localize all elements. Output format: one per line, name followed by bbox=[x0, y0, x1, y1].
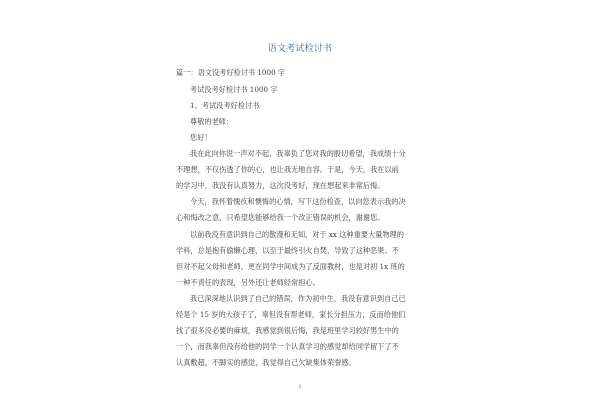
page-number: 1 bbox=[298, 384, 302, 390]
salutation: 尊敬的老师： bbox=[190, 117, 234, 126]
paragraph-1-line-2: 不理想，不仅伤透了你的心，也让我无地自容。于是，今天，我在以前 bbox=[176, 165, 399, 174]
paragraph-4-line-5: 认真敷超，不脚实的感觉，我觉得自己欠缺集体荣誉感。 bbox=[176, 358, 356, 367]
paragraph-4-line-3: 找了很多没必要的麻烦，我感觉到很后悔，我是班里学习较好男生中的 bbox=[176, 326, 399, 335]
subtitle: 考试没考好检讨书 1000 字 bbox=[190, 85, 278, 94]
paragraph-3-line-3: 但对不起父母和老师，更在同学中间成为了反面教材，也是对初 1x 班的 bbox=[176, 262, 405, 271]
paragraph-4-line-4: 一个，而我辜但没有给他的同学一个认真学习的感觉却给同学留下了不 bbox=[176, 342, 399, 351]
paragraph-1-line-3: 的学习中，我没有认真努力，这次没考好，现在想起来非常后悔。 bbox=[176, 181, 385, 190]
paragraph-3-line-2: 学科，总是抱有偷懒心理，以至于最终引火自焚，导致了这种恶果。不 bbox=[176, 246, 399, 255]
paragraph-4-line-2: 经是个 15 岁的大孩子了，辜但没有帮老师，家长分担压力，反而给他们 bbox=[176, 310, 406, 319]
section-heading: 篇一：语文没考好检讨书 1000 字 bbox=[176, 68, 286, 77]
paragraph-4-line-1: 我已深深地认识到了自己的错误，作为初中生，我没有意识到自己已 bbox=[190, 294, 406, 303]
paragraph-3-line-1: 以前我没有意识到自己的散漫和无知，对于 xx 这种重要大量物理的 bbox=[190, 230, 404, 239]
item-heading: 1、考试没考好检讨书 bbox=[190, 101, 260, 110]
greeting: 您好！ bbox=[190, 133, 212, 142]
document-title: 语文考试检讨书 bbox=[267, 44, 333, 54]
paragraph-3-line-4: 一种不责任的表现，另外还让老师经常担心。 bbox=[176, 278, 320, 287]
paragraph-2-line-2: 心和悔改之意，只希望您能够给我一个改正错误的机会，谢谢您。 bbox=[176, 213, 385, 222]
paragraph-1-line-1: 我在此向你说一声对不起，我辜负了您对我的殷切希望，我成绩十分 bbox=[190, 149, 406, 158]
paragraph-2-line-1: 今天，我怀着愧疚和懊悔的心情，写下这份检查，以向您表示我的决 bbox=[190, 197, 406, 206]
